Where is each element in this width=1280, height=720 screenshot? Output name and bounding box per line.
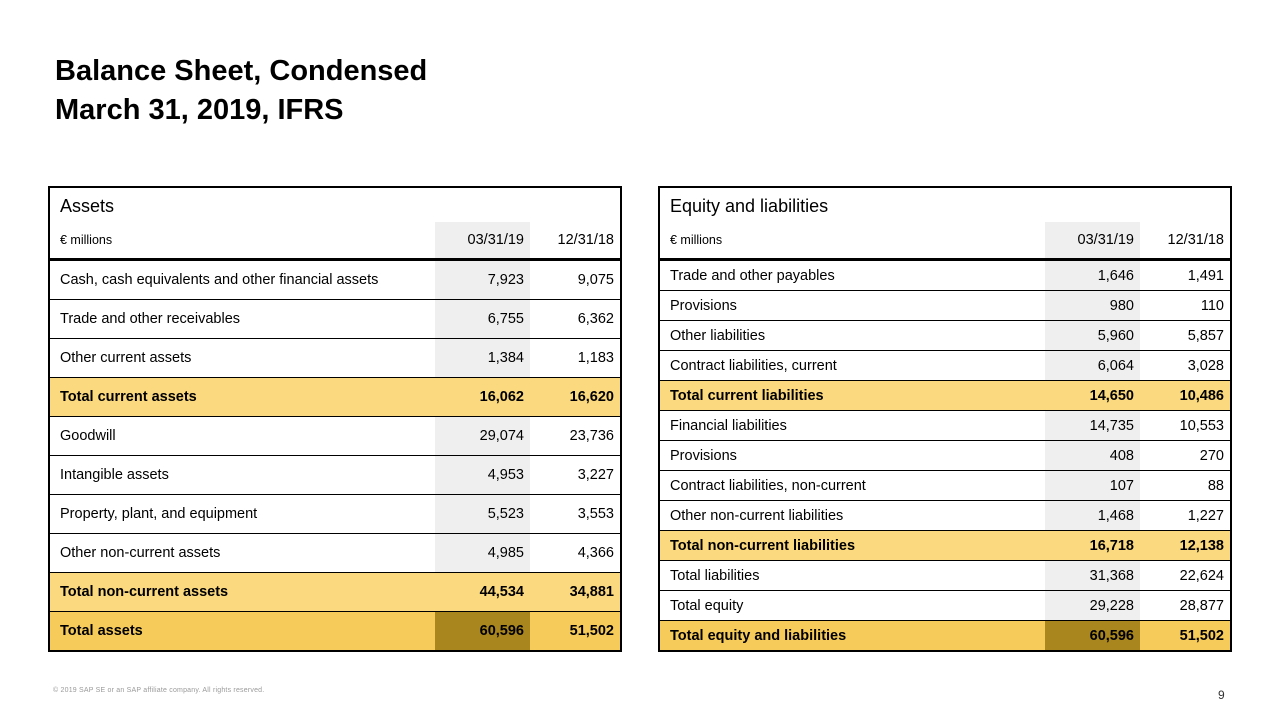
value-col2: 110: [1200, 297, 1224, 314]
row-label: Total liabilities: [670, 567, 760, 584]
value-col2: 28,877: [1179, 597, 1224, 614]
equity-liabilities-table-header: [660, 188, 1230, 261]
row-label: Other non-current assets: [60, 545, 221, 561]
row-label: Total current assets: [60, 389, 197, 405]
value-col1: 980: [1045, 291, 1140, 320]
value-col2: 34,881: [569, 584, 614, 600]
row-label: Total equity: [670, 597, 744, 614]
row-label: Provisions: [670, 447, 737, 464]
value-col1: 60,596: [435, 612, 530, 650]
value-col2: 3,028: [1187, 357, 1224, 374]
table-row: [660, 320, 1230, 350]
table-row: [50, 299, 620, 338]
table-row: [660, 470, 1230, 500]
table-row: [660, 590, 1230, 620]
unit-label: € millions: [670, 233, 723, 247]
value-col1: 14,650: [1089, 387, 1134, 404]
value-col2: 51,502: [569, 623, 614, 639]
value-col2: 1,183: [577, 350, 614, 366]
value-col1: 14,735: [1045, 411, 1140, 440]
value-col2: 1,491: [1187, 267, 1224, 284]
value-col2: 1,227: [1187, 507, 1224, 524]
row-label: Property, plant, and equipment: [60, 506, 258, 522]
row-label: Financial liabilities: [670, 417, 787, 434]
equity-liabilities-table-body: [660, 261, 1230, 650]
row-label: Contract liabilities, non-current: [670, 477, 866, 494]
assets-table-header: [50, 188, 620, 261]
value-col1: 29,228: [1045, 591, 1140, 620]
row-label: Total non-current liabilities: [670, 537, 856, 554]
value-col2: 23,736: [569, 428, 614, 444]
value-col2: 4,366: [577, 545, 614, 561]
value-col1: 1,646: [1045, 261, 1140, 290]
table-row: [50, 416, 620, 455]
table-row: [50, 261, 620, 299]
value-col1: 31,368: [1045, 561, 1140, 590]
value-col2: 88: [1207, 477, 1224, 494]
value-col2: 3,227: [577, 467, 614, 483]
value-col1: 7,923: [435, 261, 530, 299]
equity-liabilities-table: [658, 186, 1232, 652]
value-col2: 5,857: [1187, 327, 1224, 344]
value-col2: 6,362: [577, 311, 614, 327]
unit-label: € millions: [60, 233, 113, 247]
value-col2: 9,075: [577, 272, 614, 288]
table-row: [660, 560, 1230, 590]
value-col2: 12,138: [1179, 537, 1224, 554]
table-row: [50, 572, 620, 611]
row-label: Total non-current assets: [60, 584, 229, 600]
row-label: Trade and other receivables: [60, 311, 241, 327]
value-col1: 60,596: [1045, 621, 1140, 650]
value-col1: 107: [1045, 471, 1140, 500]
value-col1: 16,718: [1089, 537, 1134, 554]
row-label: Intangible assets: [60, 467, 169, 483]
column-header-row: [660, 222, 1230, 258]
row-label: Cash, cash equivalents and other financial assets: [60, 272, 379, 288]
value-col1: 408: [1045, 441, 1140, 470]
table-title: Assets: [60, 196, 115, 216]
table-row: [50, 338, 620, 377]
assets-table: [48, 186, 622, 652]
table-title: Equity and liabilities: [670, 196, 829, 216]
table-row: [660, 290, 1230, 320]
column-header-current: 03/31/19: [435, 222, 530, 258]
value-col2: 16,620: [569, 389, 614, 405]
table-row: [50, 533, 620, 572]
table-row: [660, 380, 1230, 410]
table-row: [660, 620, 1230, 650]
value-col1: 4,985: [435, 534, 530, 572]
column-header-prior: 12/31/18: [1167, 232, 1224, 248]
value-col1: 5,523: [435, 495, 530, 533]
copyright-footer: © 2019 SAP SE or an SAP affiliate company. All rights reserved.: [53, 687, 265, 694]
value-col1: 6,755: [435, 300, 530, 338]
page-title-line2: March 31, 2019, IFRS: [55, 94, 344, 126]
page-title-line1: Balance Sheet, Condensed: [55, 55, 428, 87]
value-col2: 3,553: [577, 506, 614, 522]
value-col1: 1,384: [435, 339, 530, 377]
column-header-current: 03/31/19: [1045, 222, 1140, 258]
assets-table-body: [50, 261, 620, 650]
value-col1: 29,074: [435, 417, 530, 455]
row-label: Total current liabilities: [670, 387, 824, 404]
row-label: Provisions: [670, 297, 737, 314]
page-number: 9: [1218, 688, 1225, 702]
row-label: Total assets: [60, 623, 143, 639]
value-col1: 44,534: [479, 584, 524, 600]
table-row: [50, 455, 620, 494]
row-label: Trade and other payables: [670, 267, 835, 284]
table-row: [50, 611, 620, 650]
table-row: [50, 377, 620, 416]
value-col2: 51,502: [1179, 627, 1224, 644]
value-col1: 6,064: [1045, 351, 1140, 380]
table-row: [660, 410, 1230, 440]
row-label: Contract liabilities, current: [670, 357, 837, 374]
value-col2: 270: [1199, 447, 1224, 464]
table-row: [660, 350, 1230, 380]
table-row: [660, 500, 1230, 530]
row-label: Goodwill: [60, 428, 116, 444]
value-col2: 10,486: [1179, 387, 1224, 404]
value-col1: 4,953: [435, 456, 530, 494]
table-row: [660, 530, 1230, 560]
column-header-prior: 12/31/18: [557, 232, 614, 248]
value-col1: 1,468: [1045, 501, 1140, 530]
table-row: [50, 494, 620, 533]
value-col1: 16,062: [479, 389, 524, 405]
value-col2: 22,624: [1179, 567, 1224, 584]
row-label: Other current assets: [60, 350, 192, 366]
table-row: [660, 440, 1230, 470]
row-label: Other non-current liabilities: [670, 507, 844, 524]
page-title: [55, 52, 427, 130]
column-header-row: [50, 222, 620, 258]
row-label: Other liabilities: [670, 327, 766, 344]
row-label: Total equity and liabilities: [670, 627, 847, 644]
value-col2: 10,553: [1179, 417, 1224, 434]
table-row: [660, 261, 1230, 290]
value-col1: 5,960: [1045, 321, 1140, 350]
